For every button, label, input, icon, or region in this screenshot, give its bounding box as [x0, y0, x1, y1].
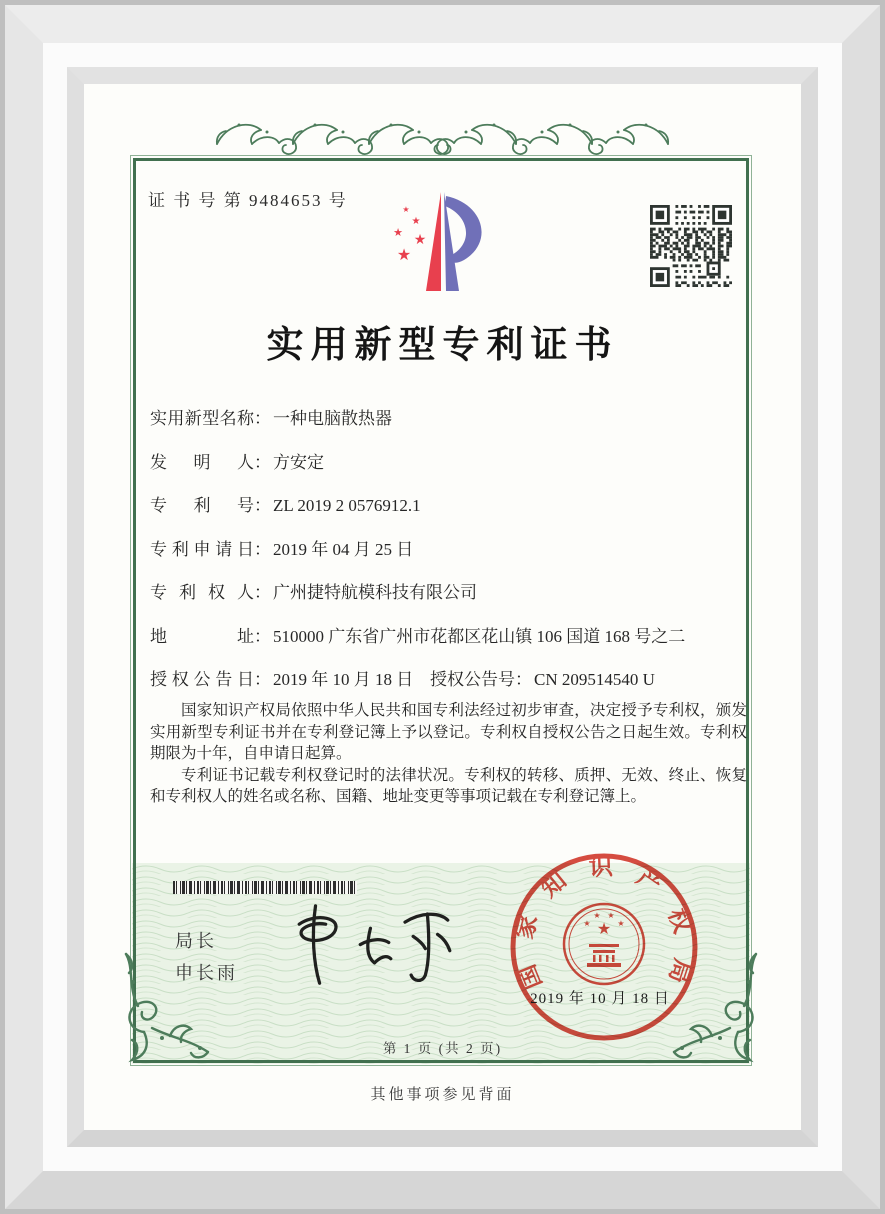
field-value: 510000 广东省广州市花都区花山镇 106 国道 168 号之二: [273, 626, 686, 646]
svg-text:★: ★: [583, 919, 591, 928]
director-name: 申长雨: [175, 963, 238, 983]
page-number: 第 1 页 (共 2 页): [382, 1041, 503, 1056]
svg-text:★: ★: [596, 919, 612, 938]
svg-text:★: ★: [411, 216, 421, 227]
director-signature-icon: [285, 893, 463, 991]
cnipa-logo-icon: [384, 188, 502, 296]
field-row-filing-date: 专利申请日： 2019 年 04 月 25 日: [150, 537, 750, 581]
svg-text:★: ★: [402, 205, 410, 214]
grant-date-value: 2019 年 10 月 18 日: [273, 670, 414, 689]
field-row-inventor: 发明人： 方安定: [150, 450, 750, 494]
seal-date: 2019 年 10 月 18 日: [530, 991, 670, 1007]
legal-text: [150, 700, 747, 808]
field-value: 广州捷特航模科技有限公司: [273, 583, 477, 602]
field-value: 方安定: [273, 452, 324, 472]
field-label: 专利权人: [150, 583, 254, 602]
field-value: 2019 年 04 月 25 日: [273, 539, 414, 559]
certificate-title: 实用新型专利证书: [266, 325, 619, 366]
field-row-name: 实用新型名称： 一种电脑散热器: [150, 406, 750, 450]
field-label: 发明人: [150, 452, 254, 472]
svg-text:★: ★: [413, 232, 427, 248]
field-row-patent-no: 专利号： ZL 2019 2 0576912.1: [150, 493, 750, 537]
grant-no-pair: 授权公告号： CN 209514540 U: [430, 670, 655, 689]
field-label: 授权公告号: [430, 670, 515, 689]
grant-no-value: CN 209514540 U: [534, 670, 655, 689]
legal-paragraph-1: 国家知识产权局依照中华人民共和国专利法经过初步审查，决定授予专利权，颁发实用新型专利证书并在专利登记簿上予以登记。专利权自授权公告之日起生效。专利权期限为十年，自申请日起算。: [150, 702, 747, 763]
svg-text:★: ★: [593, 911, 601, 920]
top-scroll-ornament: [215, 112, 670, 158]
field-label: 授权公告日: [150, 670, 254, 689]
seal-text: 国家知识产权局: [511, 854, 696, 993]
field-row-patentee: 专利权人： 广州捷特航模科技有限公司: [150, 580, 750, 624]
field-label: 专利申请日: [150, 539, 254, 559]
certificate-number: 证 书 号 第 9484653 号: [148, 191, 348, 210]
field-label: 专利号: [150, 496, 254, 515]
qr-code-icon: [650, 205, 732, 287]
field-label: 地址: [150, 626, 254, 646]
field-label: 实用新型名称: [150, 409, 254, 428]
cnipa-seal-icon: [509, 852, 699, 1042]
legal-paragraph-2: 专利证书记载专利权登记时的法律状况。专利权的转移、质押、无效、终止、恢复和专利权人的姓名或名称、国籍、地址变更等事项记载在专利登记簿上。: [150, 766, 747, 806]
field-list: [150, 406, 750, 711]
field-value: 一种电脑散热器: [273, 409, 392, 428]
svg-text:★: ★: [393, 226, 403, 239]
svg-text:★: ★: [607, 911, 615, 920]
grant-date-pair: 授权公告日： 2019 年 10 月 18 日: [150, 670, 413, 689]
svg-text:★: ★: [617, 919, 625, 928]
field-row-address: 地址： 510000 广东省广州市花都区花山镇 106 国道 168 号之二: [150, 624, 750, 668]
certificate-paper: [84, 84, 801, 1130]
field-value: ZL 2019 2 0576912.1: [273, 496, 421, 515]
back-note: 其他事项参见背面: [370, 1087, 515, 1103]
svg-text:★: ★: [396, 245, 412, 264]
director-title: 局长: [175, 931, 217, 951]
